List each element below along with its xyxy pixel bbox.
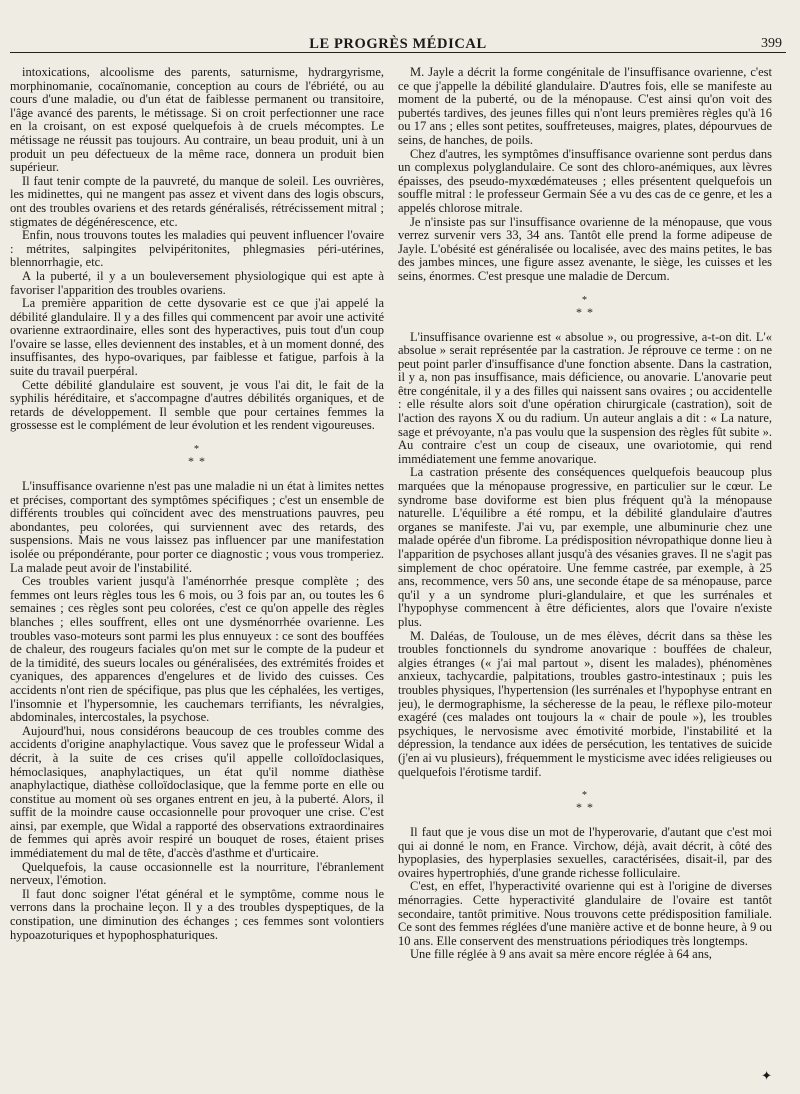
paragraph: La castration présente des conséquences quelquefois beaucoup plus marquées que la ménopause progressive, en particulier sur le cœur. Le syndrome base doviforme est bien plus fréquent qu'à la ménopause naturelle. L'équilibre a été rompu, et la débilité glandulaire d'autres organes se manifeste. J'ai vu, par exemple, une albuminurie chez une malade opérée d'un fibrome. La prédisposition névropathique donne lieu à l'apparition de psychoses allant jusqu'à des vésanies graves. Il ne s'agit pas simplement de choc opératoire. Une femme castrée, par exemple, à 25 ans, recommence, vers 50 ans, une seconde étape de sa ménopause, parce qu'il y a un syndrome pluri-glandulaire, et que les surrénales et l'hypophyse commencent à être déficientes, alors que l'ovaire n'existe plus. [398, 465, 772, 629]
right-column [398, 66, 772, 1084]
paragraph: Il faut que je vous dise un mot de l'hyperovarie, d'autant que c'est moi qui ai donné le nom, en France. Virchow, déjà, avait décrit, à côté des hypoplasies, des hyperplasies sexuelles, caractérisées, disait-il, par des ovaires hypertrophiés, d'une grande richesse folliculaire. [398, 825, 772, 880]
paragraph: Quelquefois, la cause occasionnelle est la nourriture, l'ébranlement nerveux, l'émotion. [10, 859, 384, 888]
asterism-bottom: * * [576, 800, 594, 815]
paragraph: intoxications, alcoolisme des parents, saturnisme, hydrargyrisme, morphinomanie, cocaïnomanie, conception au cours de l'ébriété, ou au cours d'une maladie, ou d'un état de faiblesse permanent ou transitoire, l'âge avancé des parents, le métissage. Si on croit perfectionner une race en la croisant, on est exposé quelquefois à de cruels mécomptes. Le métissage ne réussit pas toujours. Au contraire, un beau produit, uni à un produit un peu défectueux de la même race, donnera un produit bien supérieur. [10, 66, 384, 175]
paragraph: Aujourd'hui, nous considérons beaucoup de ces troubles comme des accidents d'origine anaphylactique. Vous savez que le professeur Widal a décrit, à la suite de ces crises qu'il appelle colloïdoclasiques, hémoclasiques, anaphylactiques, un état qu'il nomme diathèse anaphylactique, diathèse colloïdoclasique, que la femme porte en elle ou constitue au moment où ses organes entrent en jeu, à la puberté. Alors, il suffit de la moindre cause occasionnelle pour provoquer une crise. C'est ainsi, par exemple, que Widal a rapporté des observations extraordinaires de femmes qui après avoir respiré un bouquet de roses, étaient prises immédiatement du mal de tête, d'accès d'asthme et d'urticaire. [10, 723, 384, 861]
paragraph: M. Jayle a décrit la forme congénitale de l'insuffisance ovarienne, c'est ce que j'appelle la débilité glandulaire. D'autres fois, elle se manifeste au moment de la puberté, ou de la ménopause. C'est ainsi qu'on voit des pubertés tardives, des jeunes filles qui n'ont leurs premières règles qu'à 16 ou 17 ans ; elles sont petites, souffreteuses, maigres, plates, dépourvues de seins, de hanches, de poils. [398, 66, 772, 147]
paragraph: Chez d'autres, les symptômes d'insuffisance ovarienne sont perdus dans un complexus polyglandulaire. Ce sont des chloro-anémiques, aux lèvres épaisses, des pseudo-myxœdémateuses ; elles présentent quelquefois un souffle mitral : le professeur Germain Sée a vu des cas de ce genre, et les a appelés chlorose mitrale. [398, 146, 772, 215]
page-number: 399 [761, 36, 782, 51]
asterism-bottom: * * [576, 304, 594, 319]
asterism-top: * [194, 444, 200, 456]
paragraph: Ces troubles varient jusqu'à l'aménorrhée presque complète ; des femmes ont leurs règles tous les 6 mois, ou 3 fois par an, ou toutes les 6 semaines ; ces règles sont peu colorées, c'est ce qu'on appelle des règles blanches ; elles souffrent, elles ont une dysménorrhée ovarienne. Les troubles vaso-moteurs sont parmi les plus ennuyeux : ce sont des bouffées de chaleur, des rougeurs faciales qu'on met sur le compte de la pudeur et de la timidité, des sueurs locales ou généralisées, des extrémités froides et cyaniques, des apparences d'engelures et de livido des cuisses. Ces accidents n'ont rien de spécifique, pas plus que les céphalées, les vertiges, l'insomnie et l'hypersomnie, les cauchemars terrifiants, les névralgies, abdominales, intercostales, la psychose. [10, 574, 384, 725]
paragraph: Je n'insiste pas sur l'insuffisance ovarienne de la ménopause, que vous verrez survenir vers 33, 34 ans. Tantôt elle prend la forme adipeuse de Jayle. L'obésité est généralisée ou localisée, avec des mains petites, le bas des jambes minces, une figure assez avenante, le siège, les cuisses et les seins, énormes. C'est presque une maladie de Dercum. [398, 214, 772, 283]
paragraph: Il faut donc soigner l'état général et le symptôme, comme nous le verrons dans la prochaine leçon. Il y a des troubles dyspeptiques, de la constipation, une diminution des échanges ; ces femmes sont volontiers hypoazoturiques et hypophosphaturiques. [10, 886, 384, 942]
asterism-top: * [582, 294, 588, 306]
paragraph: Il faut tenir compte de la pauvreté, du manque de soleil. Les ouvrières, les midinettes, qui ne mangent pas assez et vivent dans des logis obscurs, ont des troubles ovariens et des retards généralisés, rétrécissement mitral ; stigmates de dégénérescence, etc. [10, 173, 384, 229]
end-ornament-icon: ✦ [761, 1068, 772, 1083]
page-header [10, 30, 786, 53]
asterism-top: * [582, 790, 588, 802]
paragraph: M. Daléas, de Toulouse, un de mes élèves, décrit dans sa thèse les troubles fonctionnels du syndrome anovarique : bouffées de chaleur, algies étranges (« j'ai mal partout », disent les malades), phénomènes anxieux, tachycardie, palpitations, troubles gastro-intestinaux ; puis les troubles physiques, l'hypertension (les surrénales et l'hypophyse entrant en jeu), le dermographisme, la sécheresse de la peau, le réflexe pilo-moteur exagéré (ces malades ont toujours la « chair de poule »), les troubles psychiques, le nervosisme avec émotivité morbide, l'instabilité et la dépression, la tendance aux idées de persécution, les tentatives de suicide (j'en ai vu plusieurs), fréquemment le mysticisme avec idées religieuses ou quelquefois l'érotisme tardif. [398, 628, 772, 779]
section-break [10, 446, 384, 468]
paragraph: L'insuffisance ovarienne est « absolue », ou progressive, a-t-on dit. L'« absolue » serait représentée par la castration. Je réprouve ce terme : on ne peut point parler d'insuffisance d'une fonction absente. Dans la castration, il y a, non pas insuffisance, mais déficience, ou anovarie. L'anovarie peut être congénitale, il y a des filles qui naissent sans ovaires ; ou accidentelle : elle résulte alors soit d'une opération chirurgicale (castration), soit de l'action des rayons X ou du radium. Un auteur anglais a dit : « La nature, sage et prévoyante, n'a pas voulu que la suspension des règles fût subite ». Au contraire c'est un coup de ciseaux, une ovariotomie, qui rend immédiatement une femme anovarique. [398, 329, 772, 466]
paragraph: A la puberté, il y a un bouleversement physiologique qui est apte à favoriser l'apparition des troubles ovariens. [10, 268, 384, 297]
section-break [398, 294, 772, 319]
paragraph: Une fille réglée à 9 ans avait sa mère encore réglée à 64 ans, [410, 947, 712, 962]
paragraph: C'est, en effet, l'hyperactivité ovarienne qui est à l'origine de diverses ménorragies. Cette hyperactivité glandulaire de l'ovaire est tantôt secondaire, tantôt primitive. Nous trouvons cette prédisposition familiale. Ce sont des femmes réglées d'une manière active et de bonne heure, à 9 ou 10 ans. Elle conservent des menstruations périodiques très longtemps. [398, 879, 772, 948]
paragraph: La première apparition de cette dysovarie est ce que j'ai appelé la débilité glandulaire. Il y a des filles qui commencent par avoir une activité ovarienne extraordinaire, elles sont des hyperactives, puis tout d'un coup l'ovaire se lasse, elles deviennent des instables, et à un moment donné, des insuffisantes, des hypo-ovariques, par faiblesse et fatigue, parfois à la suite du travail puerpéral. [10, 296, 384, 379]
asterism-bottom: * * [188, 454, 206, 469]
text-columns [10, 66, 786, 1086]
paragraph: Cette débilité glandulaire est souvent, je vous l'ai dit, le fait de la syphilis héréditaire, et s'accompagne d'autres débilités organiques, et de retards de développement. Il semble que pour certaines femmes la grossesse est le complément de leur évolution et les rendent vigoureuses. [10, 377, 384, 433]
left-column [10, 66, 384, 1084]
paragraph: L'insuffisance ovarienne n'est pas une maladie ni un état à limites nettes et précises, comportant des symptômes spécifiques ; c'est un ensemble de différents troubles qui coïncident avec des menstruations pauvres, peu abondantes, peu colorées, qui surviennent avec des retards, des suspensions. Mais ne vous laissez pas influencer par une manifestation isolée ou prépondérante, pour porter ce diagnostic ; vous vous tromperiez. La malade peut avoir de l'instabilité. [10, 479, 384, 575]
running-title: LE PROGRÈS MÉDICAL [309, 36, 487, 52]
paragraph: Enfin, nous trouvons toutes les maladies qui peuvent influencer l'ovaire : métrites, salpingites pelvipéritonites, phlegmasies péri-utérines, blennorrhagie, etc. [10, 228, 384, 270]
section-break [398, 792, 772, 814]
